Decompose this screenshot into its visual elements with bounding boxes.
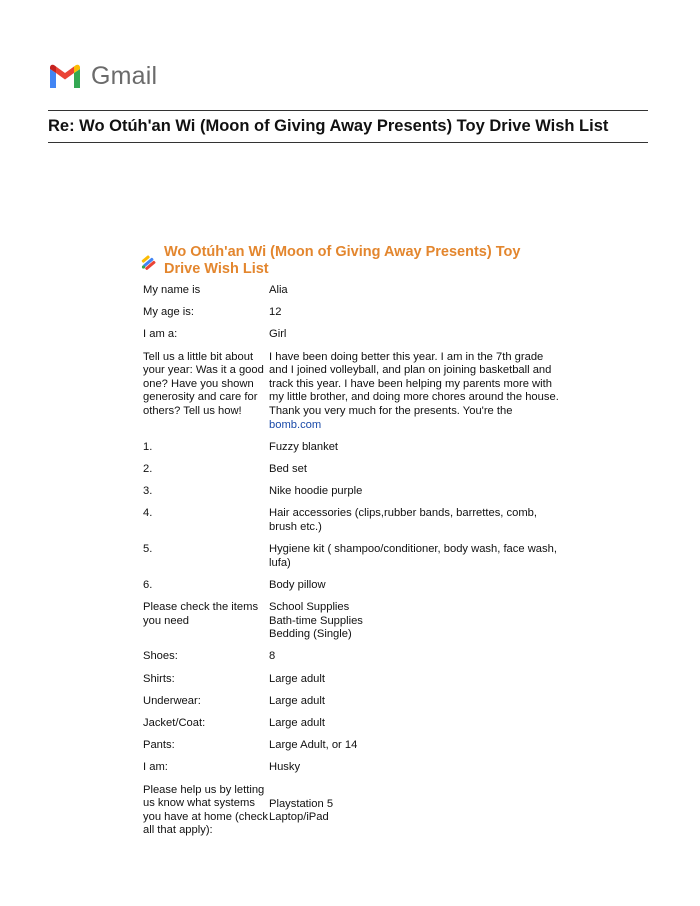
wish-list-form: [140, 244, 560, 847]
field-value-list: [269, 601, 559, 642]
field-label: Please help us by letting us know what systems you have at home (check all that apply):: [143, 783, 268, 837]
field-label: Please check the items you need: [143, 601, 259, 627]
field-label: Underwear:: [143, 694, 201, 707]
form-header: [140, 244, 560, 278]
field-row: [140, 306, 560, 320]
field-value: Body pillow: [269, 578, 326, 591]
checked-item: Laptop/iPad: [269, 811, 329, 824]
bottom-divider: [48, 142, 648, 143]
field-row: [140, 761, 560, 775]
checked-item: Bath-time Supplies: [269, 614, 363, 627]
checked-item: Playstation 5: [269, 797, 334, 810]
field-row: [140, 673, 560, 687]
field-label: 4.: [143, 507, 153, 520]
bomb-com-link[interactable]: bomb.com: [269, 418, 322, 431]
field-row: [140, 579, 560, 593]
field-row: [140, 695, 560, 709]
field-value: Hair accessories (clips,rubber bands, barrettes, comb, brush etc.): [269, 507, 537, 533]
field-value: I have been doing better this year. I am in the 7th grade and I joined volleyball, and plan on joining basketball and track this year. I have been helping my parents more with my little brother, and doing more chores around the house. Thank you very much for the presents. You're the: [269, 350, 559, 417]
field-row: [140, 650, 560, 664]
field-value: 12: [269, 306, 282, 319]
field-row: [140, 351, 560, 433]
field-value: Large adult: [269, 672, 325, 685]
field-value: Bed set: [269, 462, 307, 475]
field-label: I am:: [143, 761, 168, 774]
field-value: Husky: [269, 761, 301, 774]
field-label: 3.: [143, 485, 153, 498]
field-label: 1.: [143, 440, 153, 453]
field-label: 5.: [143, 543, 153, 556]
field-label: Tell us a little bit about your year: Was it a good one? Have you shown generosity and care for others? Tell us how!: [143, 350, 264, 417]
checked-item: School Supplies: [269, 601, 350, 614]
field-label: Pants:: [143, 739, 175, 752]
field-value: Hygiene kit ( shampoo/conditioner, body wash, face wash, lufa): [269, 543, 557, 569]
checked-item: Bedding (Single): [269, 628, 352, 641]
field-label: I am a:: [143, 328, 178, 341]
field-value: Large Adult, or 14: [269, 739, 358, 752]
field-value: Large adult: [269, 694, 325, 707]
email-subject: Re: Wo Otúh'an Wi (Moon of Giving Away Presents) Toy Drive Wish List: [48, 117, 609, 135]
field-row: [140, 284, 560, 298]
field-label: Jacket/Coat:: [143, 716, 206, 729]
field-value: Fuzzy blanket: [269, 440, 339, 453]
field-value: Girl: [269, 328, 287, 341]
field-row: [140, 463, 560, 477]
field-row: [140, 543, 560, 570]
top-divider: [48, 110, 648, 111]
field-value-block: [269, 351, 559, 433]
field-row: [140, 739, 560, 753]
field-value-list: [269, 784, 559, 838]
field-value: Alia: [269, 284, 288, 296]
field-row: [140, 441, 560, 455]
gmail-m-icon: [48, 64, 82, 90]
field-value: 8: [269, 650, 276, 663]
field-row: [140, 717, 560, 731]
field-row: [140, 328, 560, 342]
field-label: My name is: [143, 284, 201, 296]
form-pencil-icon: [140, 252, 158, 270]
form-fields: [140, 284, 560, 838]
field-value: Large adult: [269, 716, 325, 729]
field-label: My age is:: [143, 306, 194, 319]
field-value: Nike hoodie purple: [269, 485, 363, 498]
form-title: Wo Otúh'an Wi (Moon of Giving Away Presents) Toy Drive Wish List: [164, 244, 521, 277]
field-row: [140, 784, 560, 838]
gmail-wordmark: Gmail: [91, 62, 158, 90]
field-row: [140, 507, 560, 534]
field-label: 2.: [143, 462, 153, 475]
field-label: Shoes:: [143, 650, 178, 663]
field-row: [140, 601, 560, 642]
field-row: [140, 485, 560, 499]
field-label: 6.: [143, 578, 153, 591]
field-label: Shirts:: [143, 672, 175, 685]
gmail-logo: [48, 62, 157, 91]
